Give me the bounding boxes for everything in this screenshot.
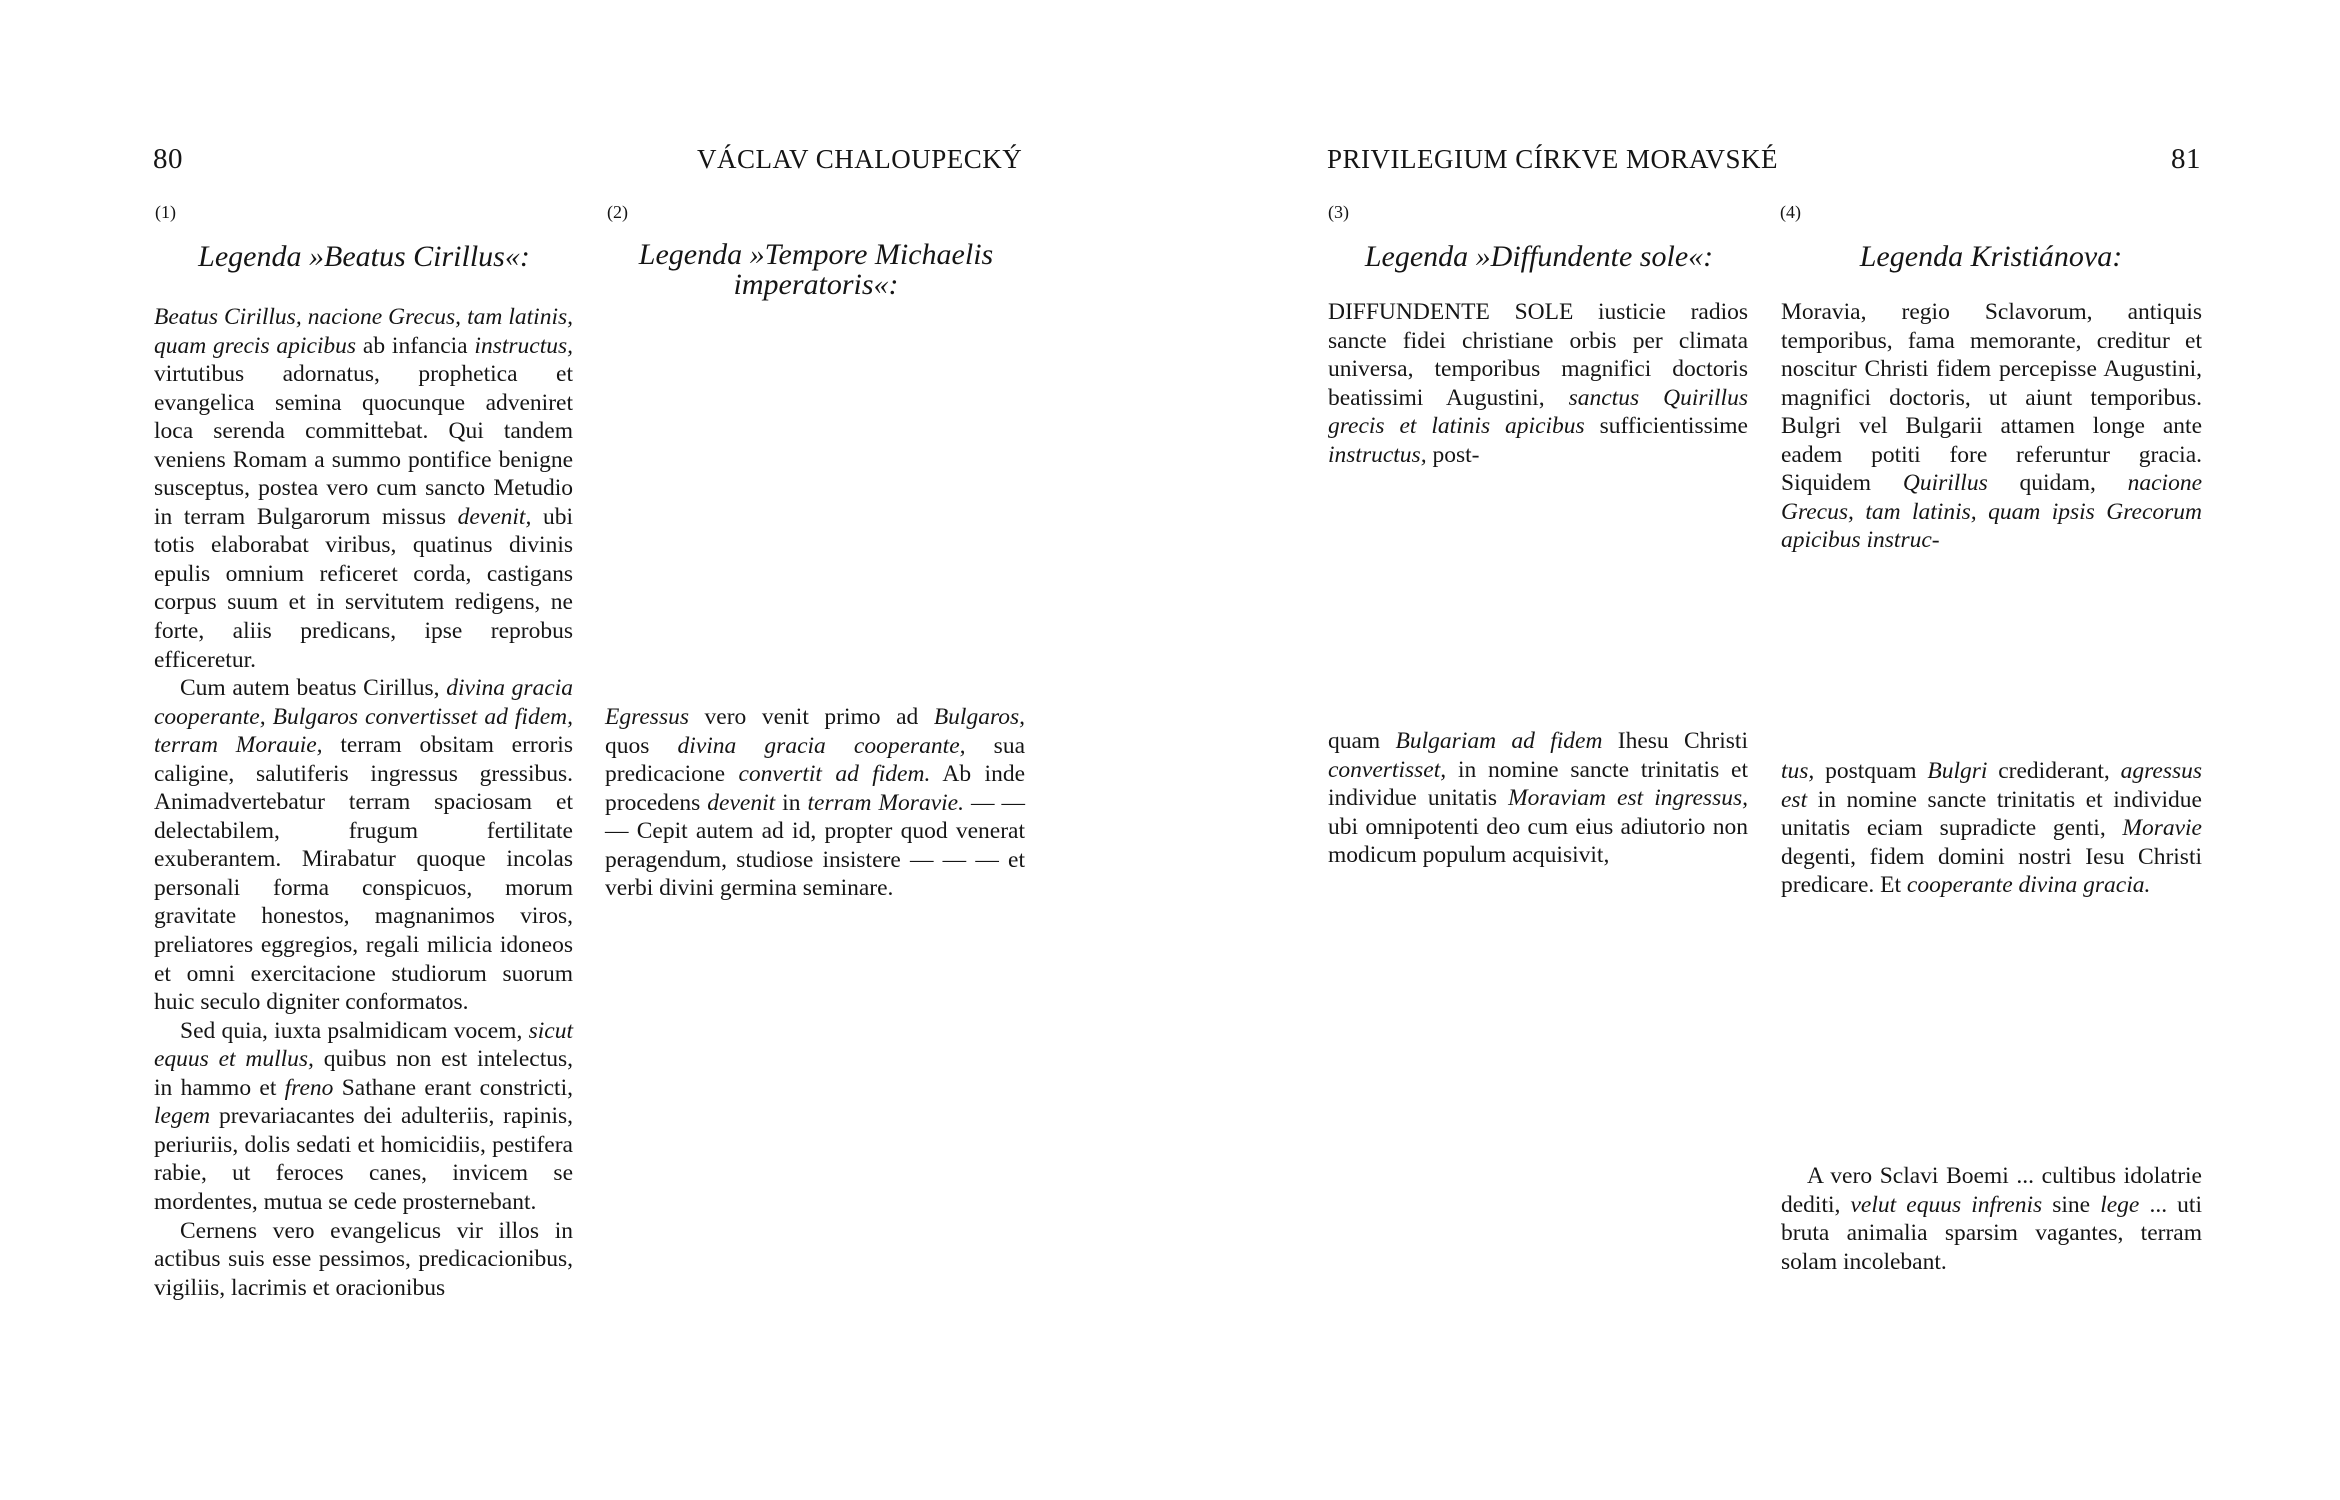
column-number: (2) <box>607 202 628 222</box>
column-number: (4) <box>1780 202 1801 222</box>
text-run: sua predicacione <box>605 732 1026 788</box>
paragraph <box>154 1017 573 1217</box>
text-run: terram obsitam erroris caligine, salutiferis ingressus gressibus. Animadvertebatur terram spaciosam et delectabilem, frugum fertilitate exuberantem. Mirabatur quoque incolas personali forma conspicuos, morum gravitate honestos, magnanimos viros, preliatores eggregios, regali milicia idoneos et omni exercitacione studiorum suorum huic seculo digniter conformatos. <box>154 732 573 1016</box>
text-run: Moravia, regio Sclavorum, antiquis temporibus, fama memorante, creditur et noscitur Christi fidem percepisse Augustini, magnifici doctoris, ut aiunt temporibus. Bulgri vel Bulgarii attamen longe ante eadem potiti fore referuntur gracia. Siquidem <box>1781 299 2202 497</box>
text-run: in <box>775 789 808 816</box>
italic-run: terram Moravie. <box>807 789 964 816</box>
text-run: Sed quia, iuxta psalmidicam vocem, <box>180 1017 529 1044</box>
italic-run: agressus est <box>1781 758 2202 813</box>
paragraph <box>154 303 573 674</box>
text-run: postquam <box>1814 758 1928 784</box>
italic-run: Bulgaros, <box>933 704 1025 730</box>
text-run: sine <box>2042 1191 2101 1218</box>
paragraph <box>1781 757 2202 900</box>
text-run: DIFFUNDENTE SOLE iusticie radios sancte fidei christiane orbis per climata universa, temporibus magnifici doctoris beatissimi Augustini, <box>1328 299 1748 411</box>
paragraph <box>1781 1162 2202 1276</box>
column-title: Legenda »Beatus Cirillus«: <box>198 240 530 273</box>
italic-run: Moravie <box>2122 815 2202 842</box>
text-run: crediderant, <box>1987 758 2121 784</box>
italic-run: sanctus Quirillus grecis et latinis apicibus <box>1328 384 1748 440</box>
paragraph <box>154 674 573 1017</box>
paragraph <box>1328 727 1748 870</box>
text-run: sufficientissime <box>1584 413 1748 440</box>
left-page-number: 80 <box>153 143 183 175</box>
italic-run: nacione Grecus, tam latinis, quam ipsis Grecorum apicibus instruc- <box>1781 470 2202 554</box>
text-run: in nomine sancte trinitatis et individue unitatis <box>1328 756 1748 812</box>
text-run: ubi totis elaborabat viribus, quatinus divinis epulis omnium reficeret corda, castigans corpus suum et in servitutem redigens, ne forte, aliis predicans, ipse reprobus efficeretur. <box>154 503 573 673</box>
text-run: Ihesu Christi <box>1602 728 1748 754</box>
text-run: in nomine sancte trinitatis et individue unitatis eciam supradicte genti, <box>1781 786 2202 842</box>
italic-run: cooperante divina gracia. <box>1906 872 2151 899</box>
text-run: ... uti bruta animalia sparsim vagantes, terram solam incolebant. <box>1781 1191 2202 1275</box>
italic-run: legem <box>154 1103 211 1130</box>
legend-text-block <box>1781 1162 2202 1276</box>
italic-run: Beatus Cirillus, nacione Grecus, tam latinis, quam grecis apicibus <box>154 304 573 359</box>
italic-run: lege <box>2100 1191 2140 1218</box>
column-title: Legenda Kristiánova: <box>1859 240 2123 273</box>
text-run: ab infancia <box>356 332 475 359</box>
text-run: — — — Cepit autem ad id, propter quod venerat peragendum, studiose insistere — — — et verbi divini germina seminare. <box>605 789 1026 902</box>
paragraph <box>154 1217 573 1303</box>
italic-run: instructus, <box>1328 441 1427 468</box>
text-run: Cernens vero evangelicus vir illos in actibus suis esse pessimos, predicacionibus, vigiliis, lacrimis et oracionibus <box>154 1217 573 1301</box>
legend-text-block <box>1328 727 1748 870</box>
legend-text-block <box>605 703 1025 903</box>
text-run: quidam, <box>1987 470 2128 497</box>
text-run: Cum autem beatus Cirillus, <box>180 675 447 702</box>
paragraph <box>1781 298 2202 555</box>
text-run: degenti, fidem domini nostri Iesu Christi predicare. Et <box>1781 843 2202 899</box>
italic-run: freno <box>284 1074 334 1101</box>
paragraph <box>605 703 1025 903</box>
italic-run: divina gracia cooperante, Bulgaros convertisset ad fidem, terram Morauie, <box>154 675 573 759</box>
text-run: vero venit primo ad <box>689 704 934 730</box>
text-run: quibus non est intelectus, in hammo et <box>154 1046 573 1101</box>
italic-run: Bulgri <box>1927 758 1988 784</box>
text-run: ubi omnipotenti deo cum eius adiutorio non modicum populum acquisivit, <box>1328 813 1748 869</box>
column-number: (3) <box>1328 202 1349 222</box>
legend-text-block <box>1328 298 1748 469</box>
italic-run: tus, <box>1781 758 1815 784</box>
paragraph <box>1328 298 1748 469</box>
text-run: prevariacantes dei adulteriis, rapinis, periuriis, dolis sedati et homicidiis, pestifera rabie, ut feroces canes, invicem se mordentes, mutua se cede prosternebant. <box>154 1103 573 1215</box>
right-page-number: 81 <box>2171 143 2201 175</box>
italic-run: Quirillus <box>1902 470 1988 497</box>
text-run: Ab inde procedens <box>605 761 1025 816</box>
italic-run: Moraviam est ingressus, <box>1508 785 1748 812</box>
italic-run: instructus, <box>474 332 574 359</box>
legend-text-block <box>154 303 573 1302</box>
italic-run: convertisset, <box>1328 756 1447 783</box>
text-run: post- <box>1426 441 1480 468</box>
italic-run: convertit ad fidem. <box>738 761 931 788</box>
text-run: quam <box>1328 728 1396 754</box>
italic-run: devenit <box>707 789 776 816</box>
italic-run: sicut equus et mullus, <box>154 1017 573 1073</box>
text-run: Sathane erant constricti, <box>333 1074 573 1101</box>
italic-run: Bulgariam ad fidem <box>1395 728 1603 754</box>
right-running-head: PRIVILEGIUM CÍRKVE MORAVSKÉ <box>1327 144 1779 174</box>
column-title: Legenda »Diffundente sole«: <box>1364 240 1714 273</box>
italic-run: Egressus <box>605 704 689 730</box>
italic-run: devenit, <box>457 503 532 530</box>
text-run: A vero Sclavi Boemi ... cultibus idolatrie dediti, <box>1781 1163 2202 1218</box>
column-number: (1) <box>155 202 176 222</box>
column-title: Legenda »Tempore Michaelis imperatoris«: <box>638 238 994 301</box>
text-run: virtutibus adornatus, prophetica et evangelica semina quocunque adveniret loca serenda committebat. Qui tandem veniens Romam a summo pontifice benigne susceptus, postea vero cum sancto Metudio in terram Bulgarorum missus <box>154 361 573 530</box>
legend-text-block <box>1781 298 2202 555</box>
text-run: quos <box>605 732 678 759</box>
legend-text-block <box>1781 757 2202 900</box>
italic-run: velut equus infrenis <box>1850 1191 2043 1218</box>
left-running-head: VÁCLAV CHALOUPECKÝ <box>697 144 1023 174</box>
italic-run: divina gracia cooperante, <box>677 732 966 759</box>
